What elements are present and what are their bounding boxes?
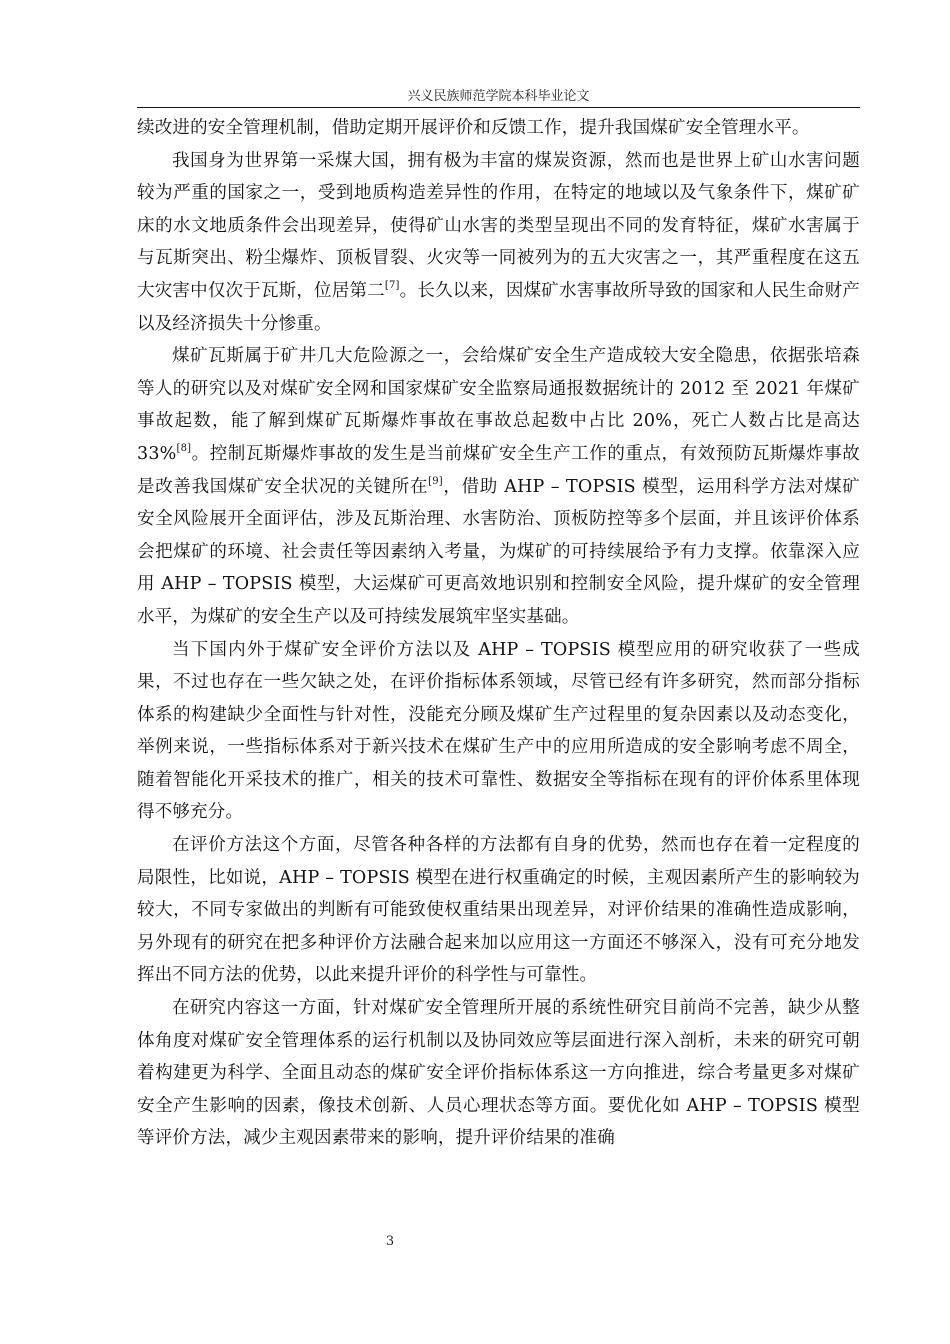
paragraph-text: 。控制瓦斯爆炸事故的发生是当前煤矿安全生产工作的重点，有效预防瓦斯爆炸事故是改善我国煤矿安全状况的关键所在	[137, 443, 860, 497]
body-paragraph	[137, 634, 860, 830]
paragraph-text: ，借助 AHP – TOPSIS 模型，运用科学方法对煤矿安全风险展开全面评估，涉及瓦斯治理、水害防治、顶板防控等多个层面，并且该评价体系会把煤矿的环境、社会责任等因素纳入考量，为煤矿的可持续展给予有力支撑。依靠深入应用 AHP – TOPSIS 模型，大运煤矿可更高效地识别和控制安全风险，提升煤矿的安全管理水平，为煤矿的安全生产以及可持续发展筑牢坚实基础。	[137, 476, 860, 627]
paragraph-text: 在研究内容这一方面，针对煤矿安全管理所开展的系统性研究目前尚不完善，缺少从整体角度对煤矿安全管理体系的运行机制以及协同效应等层面进行深入剖析，未来的研究可朝着构建更为科学、全面且动态的煤矿安全评价指标体系这一方向推进，综合考量更多对煤矿安全产生影响的因素，像技术创新、人员心理状态等方面。要优化如 AHP – TOPSIS 模型等评价方法，减少主观因素带来的影响，提升评价结果的准确	[137, 998, 860, 1149]
citation-ref: [9]	[428, 475, 443, 487]
paragraph-text: 我国身为世界第一采煤大国，拥有极为丰富的煤炭资源，然而也是世界上矿山水害问题较为严重的国家之一，受到地质构造差异性的作用，在特定的地域以及气象条件下，煤矿矿床的水文地质条件会出现差异，使得矿山水害的类型呈现出不同的发育特征，煤矿水害属于与瓦斯突出、粉尘爆炸、顶板冒裂、火灾等一同被列为的五大灾害之一，其严重程度在这五大灾害中仅次于瓦斯，位居第二	[137, 150, 860, 301]
body-text	[137, 112, 860, 1155]
paragraph-text: 煤矿瓦斯属于矿井几大危险源之一，会给煤矿安全生产造成较大安全隐患，依据张培森等人的研究以及对煤矿安全网和国家煤矿安全监察局通报数据统计的 2012 至 2021 年煤矿事故起数，能了解到煤矿瓦斯爆炸事故在事故总起数中占比 20%，死亡人数占比是高达 33%	[137, 346, 860, 464]
body-paragraph	[137, 829, 860, 992]
body-paragraph	[137, 145, 860, 341]
body-paragraph	[137, 112, 860, 145]
citation-ref: [8]	[176, 442, 192, 454]
citation-ref: [7]	[384, 279, 400, 291]
body-paragraph	[137, 340, 860, 633]
paragraph-text: 在评价方法这个方面，尽管各种各样的方法都有自身的优势，然而也存在着一定程度的局限性，比如说，AHP – TOPSIS 模型在进行权重确定的时候，主观因素所产生的影响较为较大，不同专家做出的判断有可能致使权重结果出现差异，对评价结果的准确性造成影响，另外现有的研究在把多种评价方法融合起来加以应用这一方面还不够深入，没有可充分地发挥出不同方法的优势，以此来提升评价的科学性与可靠性。	[137, 835, 860, 986]
header-rule	[137, 107, 860, 108]
running-header: 兴义民族师范学院本科毕业论文	[407, 89, 590, 104]
page-number: 3	[385, 1234, 395, 1249]
paragraph-text: 当下国内外于煤矿安全评价方法以及 AHP – TOPSIS 模型应用的研究收获了一些成果，不过也存在一些欠缺之处，在评价指标体系领域，尽管已经有许多研究，然而部分指标体系的构建缺少全面性与针对性，没能充分顾及煤矿生产过程里的复杂因素以及动态变化，举例来说，一些指标体系对于新兴技术在煤矿生产中的应用所造成的安全影响考虑不周全，随着智能化开采技术的推广，相关的技术可靠性、数据安全等指标在现有的评价体系里体现得不够充分。	[137, 639, 860, 823]
paragraph-text: 续改进的安全管理机制，借助定期开展评价和反馈工作，提升我国煤矿安全管理水平。	[137, 118, 810, 138]
paragraph-text: 。长久以来，因煤矿水害事故所导致的国家和人民生命财产以及经济损失十分惨重。	[137, 280, 860, 334]
body-paragraph	[137, 992, 860, 1155]
